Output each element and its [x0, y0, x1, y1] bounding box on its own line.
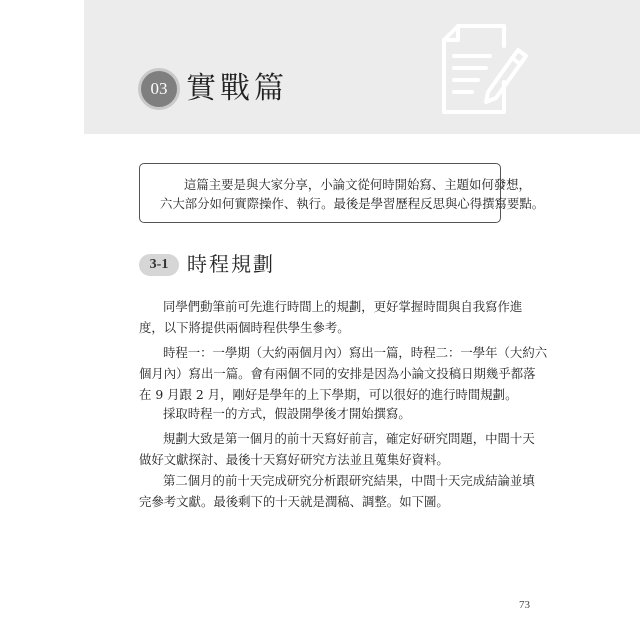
paragraph-line: 同學們動筆前可先進行時間上的規劃，更好掌握時間與自我寫作進 — [163, 299, 523, 314]
chapter-header-band — [84, 0, 640, 134]
chapter-number-badge: 03 — [138, 68, 180, 110]
section-number-badge: 3-1 — [139, 254, 179, 276]
paragraph-line: 在 9 月跟 2 月，剛好是學年的上下學期，可以很好的進行時間規劃。 — [139, 387, 518, 402]
paragraph-line: 採取時程一的方式，假設開學後才開始撰寫。 — [163, 406, 411, 421]
paragraph-line: 時程一：一學期（大約兩個月內）寫出一篇，時程二：一學年（大約六 — [163, 345, 548, 360]
paragraph-5 — [139, 470, 535, 512]
paragraph-line: 度，以下將提供兩個時程供學生參考。 — [139, 320, 350, 335]
paragraph-line: 個月內）寫出一篇。會有兩個不同的安排是因為小論文投稿日期幾乎都落 — [139, 366, 536, 381]
intro-box — [139, 163, 545, 223]
intro-line: 這篇主要是與大家分享，小論文從何時開始寫、主題如何發想， — [184, 177, 531, 192]
section-title: 時程規劃 — [187, 252, 275, 276]
paragraph-2 — [139, 342, 548, 405]
page-number: 73 — [519, 599, 530, 611]
paragraph-line: 規劃大致是第一個月的前十天寫好前言，確定好研究問題，中間十天 — [163, 431, 535, 446]
paragraph-line: 完參考文獻。最後剩下的十天就是潤稿、調整。如下圖。 — [139, 494, 449, 509]
paragraph-line: 第二個月的前十天完成研究分析跟研究結果，中間十天完成結論並填 — [163, 473, 535, 488]
paragraph-1 — [139, 296, 523, 338]
paragraph-line: 做好文獻探討、最後十天寫好研究方法並且蒐集好資料。 — [139, 452, 449, 467]
intro-line: 六大部分如何實際操作、執行。最後是學習歷程反思與心得撰寫要點。 — [160, 196, 545, 211]
document-pencil-icon — [438, 22, 528, 118]
paragraph-4 — [139, 428, 535, 470]
paragraph-3 — [139, 403, 509, 424]
chapter-title: 實戰篇 — [186, 71, 288, 106]
